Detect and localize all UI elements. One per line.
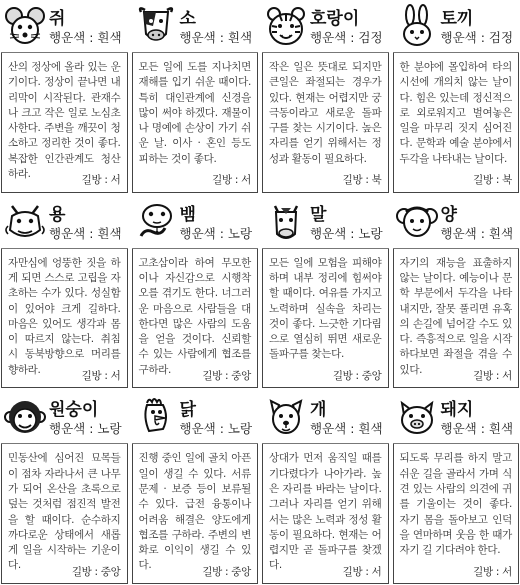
card-header bbox=[262, 392, 389, 444]
fortune-text: 모든 일에 도를 지나치면 재해를 입기 쉬운 때이다. 특히 대인관계에 신경을 많이 써야 하겠다. 재물이나 명예에 손상이 가기 쉬운 날. 이사 · 혼인 등도 피하는 것이 좋다. bbox=[138, 61, 251, 165]
lucky-color: 행운색 : 검정 bbox=[440, 30, 514, 45]
fortune-text: 자만심에 엉뚱한 짓을 하게 되면 스스로 고립을 자초하는 수가 있다. 성실함이 있어야 크게 길하다. 마음은 있어도 생각과 몸이 따르지 않는다. 취침 시 동북방향으로 머리를 향하라. bbox=[8, 256, 121, 376]
zodiac-card-rat bbox=[1, 1, 128, 193]
fortune-box bbox=[262, 249, 389, 389]
lucky-direction: 길방 : 서 bbox=[470, 369, 512, 384]
lucky-color: 행운색 : 흰색 bbox=[49, 225, 122, 241]
zodiac-card-sheep bbox=[393, 197, 520, 389]
zodiac-name: 돼지 bbox=[440, 400, 474, 421]
zodiac-card-dragon bbox=[1, 197, 128, 389]
lucky-direction: 길방 : 서 bbox=[79, 173, 121, 188]
lucky-direction: 길방 : 서 bbox=[470, 565, 512, 580]
fortune-box bbox=[132, 444, 259, 584]
lucky-direction: 길방 : 북 bbox=[340, 173, 382, 188]
card-header bbox=[262, 1, 389, 53]
zodiac-card-rooster bbox=[132, 392, 259, 584]
zodiac-card-dog bbox=[262, 392, 389, 584]
ox-icon bbox=[135, 4, 177, 48]
lucky-color: 행운색 : 흰색 bbox=[440, 421, 514, 437]
card-header bbox=[132, 197, 259, 249]
fortune-box bbox=[1, 444, 128, 584]
fortune-text: 진행 중인 일에 골치 아픈 일이 생길 수 있다. 서류문제 · 보증 등이 보류될 수 있다. 급전 융통이나 어려움 해결은 양도에게 협조를 구하라. 주변의 변화로 이익이 생길 수 있다. bbox=[138, 452, 251, 572]
lucky-color: 행운색 : 흰색 bbox=[310, 421, 383, 437]
card-header bbox=[1, 197, 128, 249]
zodiac-name: 양 bbox=[440, 204, 457, 225]
fortune-text: 되도록 무리를 하지 말고 쉬운 길을 골라서 가며 식견 있는 사람의 의견에 귀를 기울이는 것이 좋다. 자기 몸을 돌아보고 인덕을 연마하며 웃음 한 때가 자기 길 기다려야 한다. bbox=[399, 452, 512, 557]
lucky-color: 행운색 : 노랑 bbox=[179, 225, 253, 241]
fortune-box bbox=[393, 249, 520, 389]
lucky-direction: 길방 : 북 bbox=[470, 173, 512, 188]
zodiac-card-horse bbox=[262, 197, 389, 389]
zodiac-name: 뱀 bbox=[179, 204, 196, 225]
zodiac-name: 개 bbox=[310, 400, 327, 421]
zodiac-card-ox bbox=[132, 1, 259, 193]
fortune-box bbox=[262, 53, 389, 193]
lucky-direction: 길방 : 중앙 bbox=[199, 565, 251, 580]
tiger-icon bbox=[265, 4, 307, 48]
zodiac-name: 쥐 bbox=[49, 9, 66, 29]
fortune-text: 고초삼이라 하여 무모한 이나 자신감으로 시행착오를 겪기도 한다. 너그러운 마음으로 사람들을 대한다면 많은 사람의 도움을 얻을 것이다. 신뢰할 수 있는 사람에게 협조를 구하라. bbox=[138, 256, 251, 376]
zodiac-name: 소 bbox=[179, 9, 196, 29]
sheep-icon bbox=[396, 200, 438, 244]
zodiac-card-pig bbox=[393, 392, 520, 584]
card-header bbox=[132, 1, 259, 53]
fortune-box bbox=[1, 249, 128, 389]
fortune-box bbox=[393, 444, 520, 584]
zodiac-card-tiger bbox=[262, 1, 389, 193]
zodiac-name: 말 bbox=[310, 204, 327, 225]
zodiac-card-monkey bbox=[1, 392, 128, 584]
zodiac-name: 닭 bbox=[179, 400, 196, 421]
lucky-color: 행운색 : 노랑 bbox=[310, 225, 383, 241]
lucky-color: 행운색 : 흰색 bbox=[440, 225, 514, 241]
dragon-icon bbox=[4, 200, 46, 244]
lucky-color: 행운색 : 흰색 bbox=[179, 30, 253, 45]
card-header bbox=[393, 392, 520, 444]
lucky-direction: 길방 : 서 bbox=[79, 369, 121, 384]
fortune-text: 상대가 먼저 움직일 때를 기다렸다가 나아가라. 높은 자리를 바라는 날이다. 그러나 자리를 얻기 위해서는 많은 노력과 정성 활동이 필요하다. 현재는 어렵지만 곧 돌파구를 찾겠다. bbox=[269, 452, 382, 572]
fortune-box bbox=[393, 53, 520, 193]
zodiac-name: 원숭이 bbox=[49, 400, 99, 421]
lucky-direction: 길방 : 중앙 bbox=[330, 369, 382, 384]
monkey-icon bbox=[4, 395, 46, 439]
rooster-icon bbox=[135, 395, 177, 439]
lucky-color: 행운색 : 노랑 bbox=[49, 421, 122, 437]
zodiac-name: 용 bbox=[49, 204, 66, 225]
card-header bbox=[393, 197, 520, 249]
card-header bbox=[132, 392, 259, 444]
lucky-color: 행운색 : 흰색 bbox=[49, 30, 122, 45]
rat-icon bbox=[4, 4, 46, 48]
pig-icon bbox=[396, 395, 438, 439]
fortune-text: 한 분야에 몰입하여 타의 시선에 개의치 않는 날이다. 힘은 있는데 정신적으로 외로워지고 벌여놓은 일을 마무리 짓지 심어진다. 문학과 예술 분야에서 두각을 나타내는 날이다. bbox=[399, 61, 512, 165]
lucky-color: 행운색 : 검정 bbox=[310, 30, 383, 45]
fortune-text: 산의 정상에 올라 있는 운기이다. 정상이 끝나면 내리막이 시작된다. 관재수나 크고 작은 일로 노심초사한다. 주변을 깨끗이 청소하고 정리한 것이 좋다. 복잡한 인간관계도 청산하라. bbox=[8, 61, 121, 181]
zodiac-card-rabbit bbox=[393, 1, 520, 193]
fortune-box bbox=[1, 53, 128, 193]
fortune-text: 모든 일에 모험을 피해야 하며 내부 정리에 힘써야 할 때이다. 여유를 가지고 노력하며 실속을 차리는 것이 좋다. 느긋한 기다림으로 열심히 뛰면 새로운 돌파구를 찾는다. bbox=[269, 256, 382, 361]
lucky-direction: 길방 : 중앙 bbox=[199, 369, 251, 384]
fortune-box bbox=[132, 53, 259, 193]
horse-icon bbox=[265, 200, 307, 244]
zodiac-card-snake bbox=[132, 197, 259, 389]
fortune-text: 작은 일은 뜻대로 되지만 큰일은 좌절되는 경우가 있다. 현재는 어렵지만 궁극동이라고 새로운 돌파구를 찾는 시기이다. 높은 자리를 얻기 위해서는 정성과 활동이 필요하다. bbox=[269, 61, 382, 165]
fortune-text: 민동산에 심어진 묘목들이 점차 자라나서 큰 나무가 되어 온산을 초록으로 덮는 것처럼 점진적 발전을 할 때이다. 순수하지 까다로운 상태에서 새롭게 일을 시작하는 기운이다. bbox=[8, 452, 121, 572]
lucky-direction: 길방 : 서 bbox=[209, 173, 251, 188]
lucky-color: 행운색 : 노랑 bbox=[179, 421, 253, 437]
fortune-box bbox=[132, 249, 259, 389]
zodiac-fortune-grid bbox=[1, 1, 519, 584]
fortune-text: 자기의 재능을 표출하지 않는 날이다. 예능이나 문학 부문에서 두각을 나타내지만, 잘못 풀리면 유혹의 손길에 넘어갈 수도 있다. 즉흥적으로 일을 시작하다보면 좌절을 겪을 수 있다. bbox=[399, 256, 512, 376]
snake-icon bbox=[135, 200, 177, 244]
zodiac-name: 토끼 bbox=[440, 9, 474, 29]
dog-icon bbox=[265, 395, 307, 439]
card-header bbox=[1, 1, 128, 53]
card-header bbox=[1, 392, 128, 444]
rabbit-icon bbox=[396, 4, 438, 48]
zodiac-name: 호랑이 bbox=[310, 9, 360, 29]
card-header bbox=[262, 197, 389, 249]
lucky-direction: 길방 : 서 bbox=[340, 565, 382, 580]
card-header bbox=[393, 1, 520, 53]
lucky-direction: 길방 : 중앙 bbox=[69, 565, 121, 580]
fortune-box bbox=[262, 444, 389, 584]
